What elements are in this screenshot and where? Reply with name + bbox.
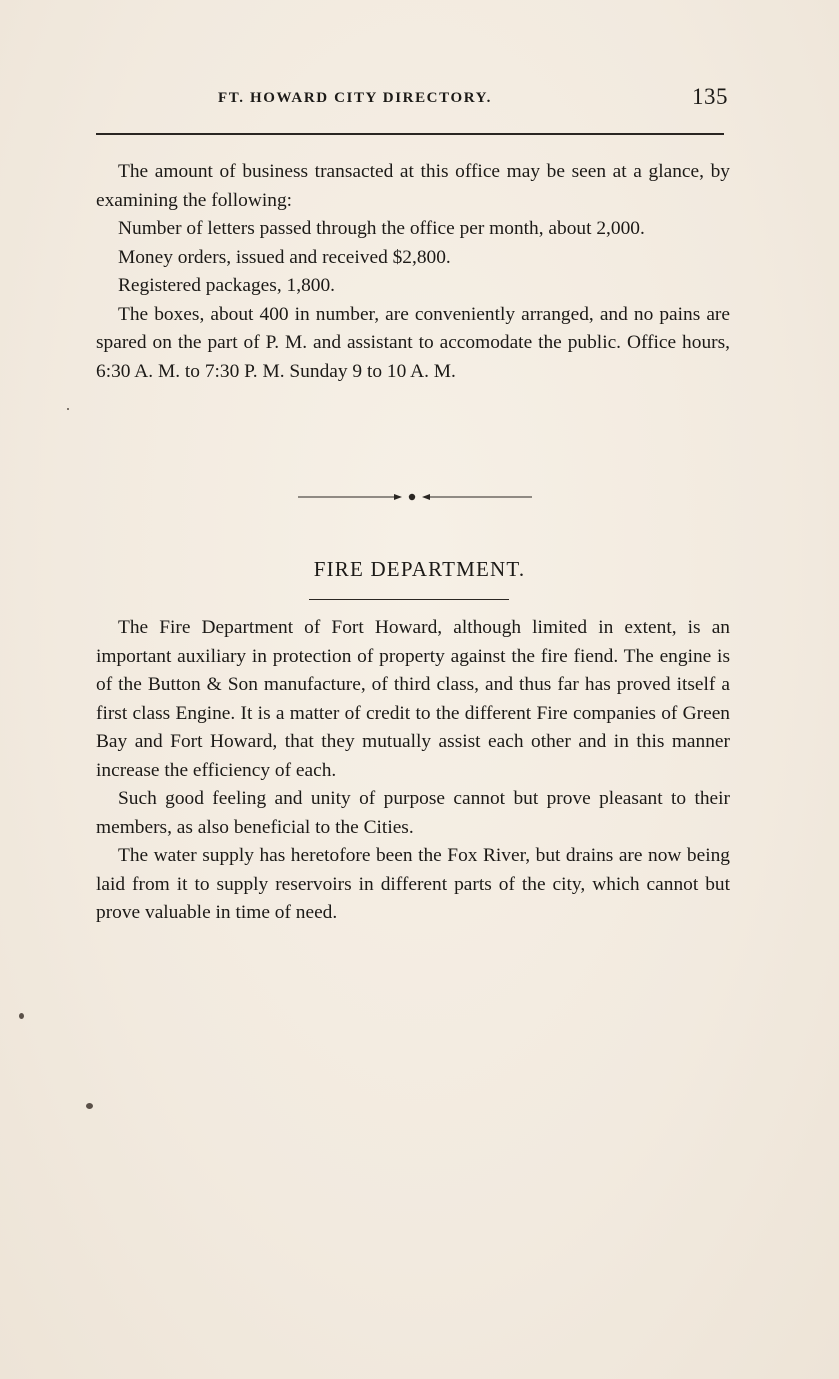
fire-department-section	[96, 614, 730, 928]
running-head	[96, 86, 728, 116]
fire-department-paragraph: Such good feeling and unity of purpose cannot but prove pleasant to their members, as also beneficial to the Cities.	[96, 788, 730, 838]
running-title: FT. HOWARD CITY DIRECTORY.	[218, 90, 493, 106]
post-office-paragraph: The boxes, about 400 in number, are conveniently arranged, and no pains are spared on the part of P. M. and assistant to accomodate the public. Office hours, 6:30 A. M. to 7:30 P. M. Sunday 9 to 10 A. M.	[96, 303, 730, 382]
post-office-paragraph: Money orders, issued and received $2,800.	[118, 246, 451, 268]
section-heading: FIRE DEPARTMENT.	[313, 557, 526, 581]
page-number: 135	[692, 84, 728, 109]
paper-speck	[67, 408, 69, 410]
paper-speck	[19, 1013, 24, 1019]
post-office-paragraph: The amount of business transacted at this office may be seen at a glance, by examining the following:	[96, 161, 730, 211]
post-office-section	[96, 158, 730, 386]
section-divider-ornament-icon	[298, 489, 532, 505]
paper-speck	[86, 1103, 93, 1109]
fire-department-paragraph: The Fire Department of Fort Howard, although limited in extent, is an important auxiliary in protection of property against the fire fiend. The engine is of the Button & Son manufacture, of third class, and thus far has proved itself a first class Engine. It is a matter of credit to the different Fire companies of Green Bay and Fort Howard, that they mutually assist each other and in this manner increase the efficiency of each.	[96, 617, 730, 781]
post-office-paragraph: Registered packages, 1,800.	[118, 275, 335, 296]
section-heading-rule	[309, 599, 509, 600]
post-office-paragraph: Number of letters passed through the office per month, about 2,000.	[118, 218, 645, 239]
header-rule	[96, 133, 724, 135]
fire-department-paragraph: The water supply has heretofore been the Fox River, but drains are now being laid from it to supply reservoirs in different parts of the city, which cannot but prove valuable in time of need.	[96, 845, 730, 923]
